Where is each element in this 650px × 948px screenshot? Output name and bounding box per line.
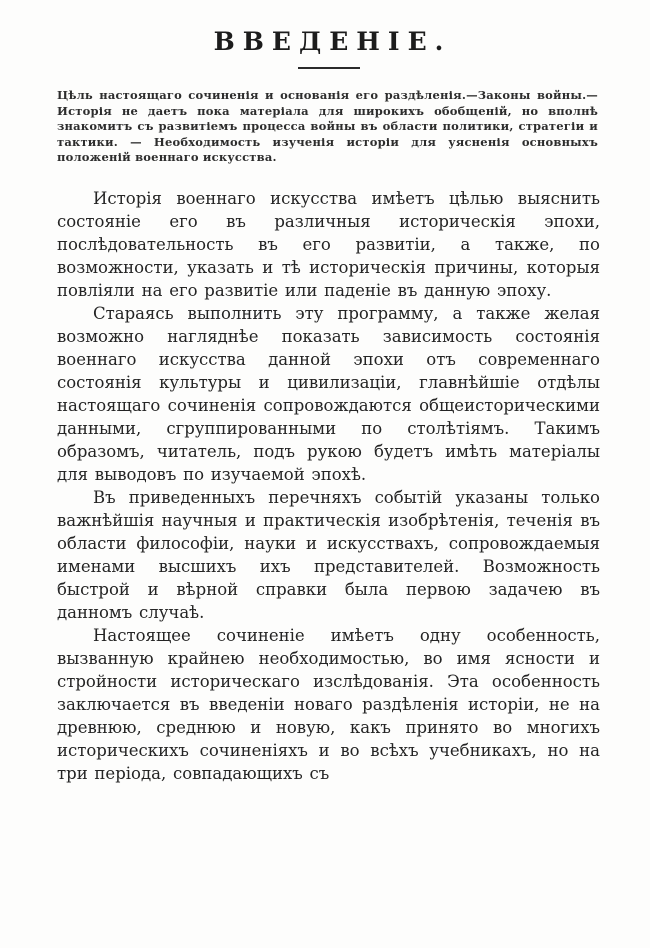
chapter-summary: Цѣль настоящаго сочиненія и основанія его раздѣленія.—Законы войны.—Исторія не даетъ пока матеріала для широкихъ обобщеній, но вполнѣ знакомитъ съ развитіемъ процесса войны въ области политики, стратегіи и тактики. — Необходимость изученія исторіи для уясненія основныхъ положеній военнаго искусства. xyxy=(57,88,598,164)
title-divider xyxy=(298,67,360,69)
paragraph-4: Настоящее сочиненіе имѣетъ одну особенность, вызванную крайнею необходимостью, во имя ясности и стройности историческаго изслѣдованія. Эта особенность заключается въ введеніи новаго раздѣленія исторіи, не на древнюю, среднюю и новую, какъ принято во многихъ историческихъ сочиненіяхъ и во всѣхъ учебникахъ, но на три періода, совпадающихъ съ xyxy=(57,625,600,783)
paragraph-3: Въ приведенныхъ перечняхъ событій указаны только важнѣйшія научныя и практическія изобрѣтенія, теченія въ области философіи, науки и искусствахъ, сопровождаемыя именами высшихъ ихъ представителей. Возможность быстрой и вѣрной справки была первою задачею въ данномъ случаѣ. xyxy=(57,487,600,622)
chapter-title: ВВЕДЕНІЕ. xyxy=(213,27,452,56)
paragraph-2: Стараясь выполнить эту программу, а также желая возможно нагляднѣе показать зависимость состоянія военнаго искусства данной эпохи отъ современнаго состоянія культуры и цивилизаціи, главнѣйшіе отдѣлы настоящаго сочиненія сопровождаются общеисторическими данными, сгруппированными по столѣтіямъ. Такимъ образомъ, читатель, подъ рукою будетъ имѣть матеріалы для выводовъ по изучаемой эпохѣ. xyxy=(57,303,600,484)
paragraph-1: Исторія военнаго искусства имѣетъ цѣлью выяснить состояніе его въ различныя историческія эпохи, послѣдовательность въ его развитіи, а также, по возможности, указать и тѣ историческія причины, которыя повліяли на его развитіе или паденіе въ данную эпоху. xyxy=(57,188,600,300)
